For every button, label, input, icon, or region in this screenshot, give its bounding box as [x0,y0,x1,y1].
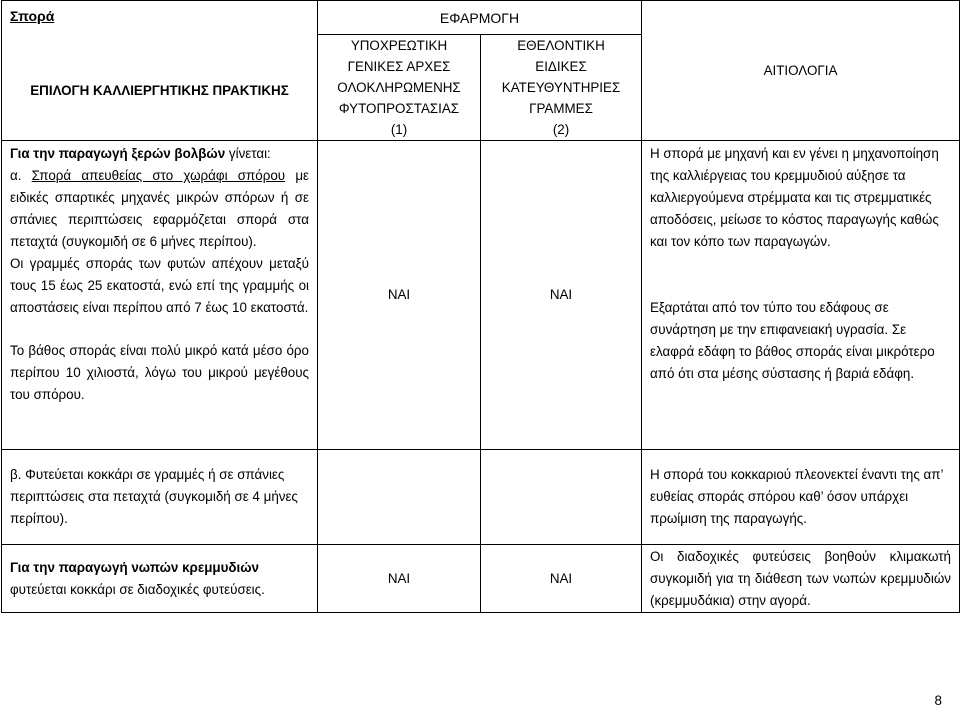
row-spacing-text: Οι γραμμές σποράς των φυτών απέχουν μεταξύ τους 15 έως 25 εκατοστά, ενώ επί της γραμμής οι αποστάσεις είναι περίπου από 7 έως 10 εκατοστά. [10,256,309,315]
mandatory-header: ΥΠΟΧΡΕΩΤΙΚΗ ΓΕΝΙΚΕΣ ΑΡΧΕΣ ΟΛΟΚΛΗΡΩΜΕΝΗΣ ΦΥΤΟΠΡΟΣΤΑΣΙΑΣ (1) [318,35,481,141]
justification-header: ΑΙΤΙΟΛΟΓΙΑ [642,1,960,141]
sowing-depth-text: Το βάθος σποράς είναι πολύ μικρό κατά μέσο όρο περίπου 10 χιλιοστά, λόγω του μικρού μεγέθους του σπόρου. [10,343,309,402]
row2-mandatory-cell [318,450,481,545]
sets-planting-text: β. Φυτεύεται κοκκάρι σε γραμμές ή σε σπάνιες περιπτώσεις στα πεταχτά (συγκομιδή σε 4 μήνες περίπου). [2,450,318,545]
row1-mandatory-value: ΝΑΙ [318,141,481,450]
row2-voluntary-cell [481,450,642,545]
row2-justification: Η σπορά του κοκκαριού πλεονεκτεί έναντι της απ’ ευθείας σποράς σπόρου καθ’ όσον υπάρχει πρωίμιση της παραγωγής. [642,450,960,545]
cultivation-practices-table [1,0,960,613]
section-title: Σπορά [10,8,55,24]
row3-voluntary-value: ΝΑΙ [481,545,642,613]
dry-bulbs-intro: Για την παραγωγή ξερών βολβών γίνεται: [10,146,271,161]
dry-bulbs-practice-cell: Για την παραγωγή ξερών βολβών γίνεται: α. Σπορά απευθείας στο χωράφι σπόρου με ειδικές σπαρτικές μηχανές μικρών σπόρων ή σε σπάνιες περιπτώσεις εφαρμόζεται σπορά στα πεταχτά (συγκομιδή σε 6 μήνες περίπου). Οι γραμμές σποράς των φυτών απέχουν μεταξύ τους 15 έως 25 εκατοστά, ενώ επί της γραμμής οι αποστάσεις είναι περίπου από 7 έως 10 εκατοστά. Το βάθος σποράς είναι πολύ μικρό κατά μέσο όρο περίπου 10 χιλιοστά, λόγω του μικρού μεγέθους του σπόρου. [2,141,318,450]
practice-heading: ΕΠΙΛΟΓΗ ΚΑΛΛΙΕΡΓΗΤΙΚΗΣ ΠΡΑΚΤΙΚΗΣ [30,83,289,98]
page-number: 8 [934,693,942,708]
row1-justification-cell [642,141,960,450]
direct-sowing-term: Σπορά απευθείας στο χωράφι σπόρου [31,168,286,183]
row3-mandatory-value: ΝΑΙ [318,545,481,613]
row1-voluntary-value: ΝΑΙ [481,141,642,450]
practice-header-cell [2,1,318,141]
fresh-onions-practice-cell: Για την παραγωγή νωπών κρεμμυδιών φυτεύεται κοκκάρι σε διαδοχικές φυτεύσεις. [2,545,318,613]
row3-justification: Οι διαδοχικές φυτεύσεις βοηθούν κλιμακωτή συγκομιδή για τη διάθεση των νωπών κρεμμυδιών (κρεμμυδάκια) στην αγορά. [642,545,960,613]
application-header: ΕΦΑΡΜΟΓΗ [318,1,642,35]
mechanization-justification: Η σπορά με μηχανή και εν γένει η μηχανοποίηση της καλλιέργειας του κρεμμυδιού αύξησε τα καλλιεργούμενα στρέμματα και τις στρεμματικές αποδόσεις, μείωσε το κόστος παραγωγής καθώς και τον κόπο των παραγωγών. [650,146,939,249]
voluntary-header: ΕΘΕΛΟΝΤΙΚΗ ΕΙΔΙΚΕΣ ΚΑΤΕΥΘΥΝΤΗΡΙΕΣ ΓΡΑΜΜΕΣ (2) [481,35,642,141]
soil-depth-justification: Εξαρτάται από τον τύπο του εδάφους σε συνάρτηση με την επιφανειακή υγρασία. Σε ελαφρά εδάφη το βάθος σποράς είναι μικρότερο από ότι στα μέσης σύστασης ή βαριά εδάφη. [650,300,935,381]
